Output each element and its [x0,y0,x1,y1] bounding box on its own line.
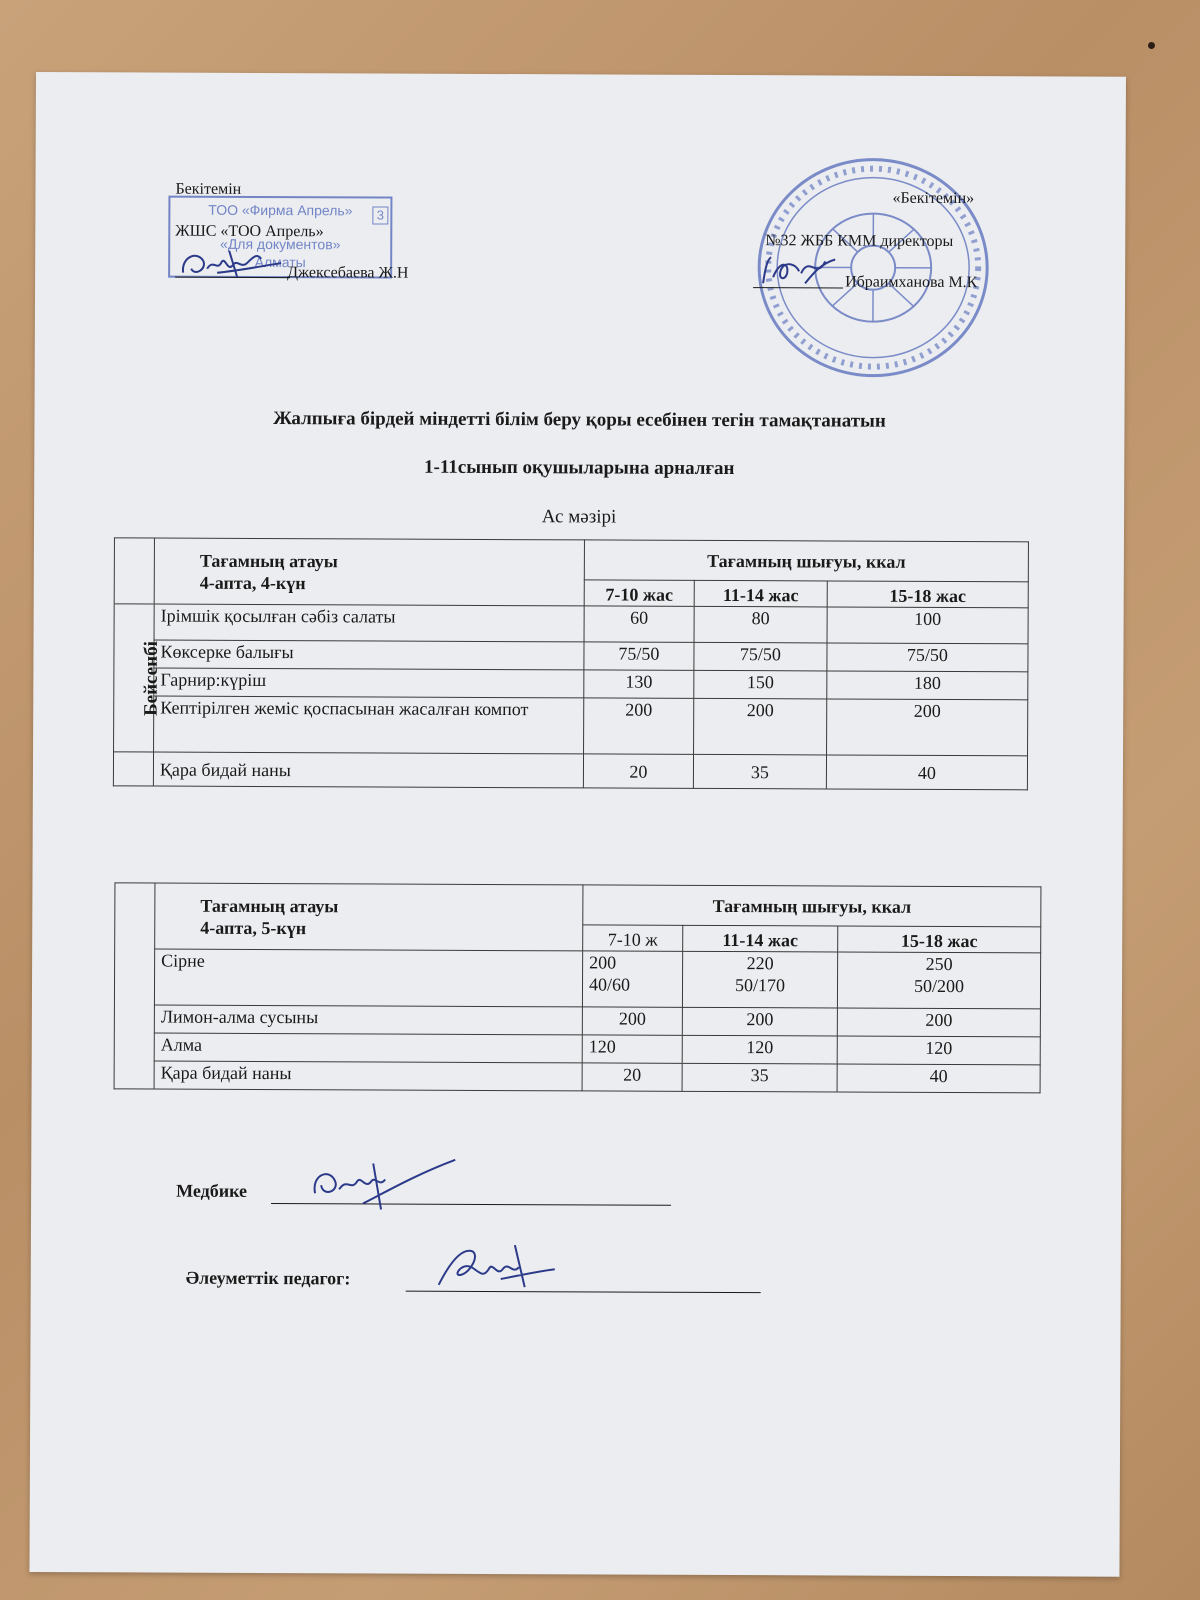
age-col-15-18: 15-18 жас [838,926,1041,953]
value-7-10: 20 [583,754,693,788]
right-approve-label: «Бекітемін» [892,189,975,208]
right-signer-name: Ибраимханова М.К [845,273,978,292]
value-15-18 [837,952,1040,1009]
value-11-14-line-2: 50/170 [734,975,786,996]
stamp-number: 3 [372,206,388,224]
value-11-14-line-1: 220 [746,953,774,974]
menu-heading: Ас мәзірі [541,506,617,528]
stamp-line-2: «Для документов» [220,235,341,253]
value-7-10: 60 [584,606,694,642]
value-11-14: 200 [694,698,827,755]
pedagogue-signature-icon [431,1239,561,1296]
value-7-10 [582,951,682,1007]
yield-header: Тағамның шығуы, ккал [584,540,1028,582]
value-7-10: 20 [582,1063,682,1091]
day-header-cell [114,883,155,1089]
value-7-10: 200 [584,698,694,754]
value-15-18: 200 [837,1008,1040,1037]
dish-name: Гарнир:күріш [154,668,584,698]
yield-header: Тағамның шығуы, ккал [583,885,1041,927]
value-15-18: 180 [827,671,1028,700]
pedagogue-label: Әлеуметтік педагог: [185,1267,351,1289]
value-11-14 [682,951,837,1008]
value-7-10: 120 [582,1035,682,1063]
document-title: Жалпыға бірдей міндетті білім беру қоры есебінен тегін тамақтанатын [273,408,886,432]
stamp-line-3: Алматы [254,253,306,271]
document-subtitle: 1-11сынып оқушыларына арналған [423,456,735,480]
desk-spot [1148,42,1155,49]
table-header-row [115,883,1041,927]
right-signature-icon [755,249,845,289]
document-page [29,72,1126,1577]
value-7-10: 200 [582,1007,682,1035]
dish-name-header-line-2: 4-апта, 4-күн [199,572,306,593]
left-org-name: ЖШС «ТОО Апрель» [175,222,324,241]
age-col-7-10: 7-10 ж [583,925,683,951]
dish-name-header-line-1: Тағамның атауы [199,550,338,571]
table-row [114,604,1028,644]
table-row [114,640,1028,672]
value-15-18: 100 [827,607,1028,644]
value-11-14: 200 [682,1007,837,1036]
nurse-signature-icon [303,1153,463,1214]
left-signature-icon [177,243,287,283]
table-row [114,668,1028,700]
dish-name-header-line-2: 4-апта, 5-күн [200,917,307,938]
dish-name: Сірне [154,949,582,1007]
value-7-10: 130 [584,670,694,698]
weekday-label: Бейсенбі [140,641,162,716]
dish-name: Қара бидай наны [153,752,583,788]
value-11-14: 35 [693,754,826,789]
value-11-14: 75/50 [694,642,827,671]
value-7-10: 75/50 [584,642,694,670]
value-11-14: 35 [682,1063,837,1092]
value-11-14: 80 [694,606,827,643]
dish-name-header [154,538,584,606]
value-11-14: 120 [682,1035,837,1064]
dish-name: Алма [154,1033,582,1063]
value-15-18: 200 [827,699,1028,756]
value-15-18-line-2: 50/200 [913,975,965,997]
right-director-title: №32 ЖББ КММ директоры [765,232,954,251]
value-15-18: 75/50 [827,643,1028,672]
menu-table-day-4 [113,537,1029,790]
table-header-row [114,538,1028,582]
value-7-10-line-2: 40/60 [588,974,631,995]
weekday-cell [114,604,162,752]
table-row [114,1061,1040,1093]
stamp-line-1: ТОО «Фирма Апрель» [208,201,353,219]
table-row [113,752,1027,790]
dish-name-header-line-1: Тағамның атауы [200,895,339,916]
left-signer-name: Джексебаева Ж.Н [287,264,409,282]
age-col-15-18: 15-18 жас [827,581,1028,608]
weekday-empty-cell [113,752,153,786]
value-7-10-line-1: 200 [589,952,617,973]
age-col-11-14: 11-14 жас [694,580,827,607]
table-row [114,696,1028,756]
value-15-18: 40 [837,1064,1040,1093]
age-col-11-14: 11-14 жас [683,925,838,952]
nurse-label: Медбике [176,1180,248,1201]
day-header-cell [114,538,154,604]
value-15-18-line-1: 250 [925,953,953,975]
dish-name: Кептірілген жеміс қоспасынан жасалған компот [154,696,584,754]
table-row [114,1033,1040,1065]
menu-table-day-5 [114,882,1042,1093]
dish-name-header [155,883,583,951]
dish-name: Лимон-алма сусыны [154,1005,582,1035]
dish-name: Ірімшік қосылған сәбіз салаты [154,604,584,642]
value-15-18: 40 [826,755,1027,790]
table-row [114,1005,1040,1037]
value-15-18: 120 [837,1036,1040,1065]
dish-name: Қара бидай наны [154,1061,582,1091]
left-approve-label: Бекітемін [175,180,242,198]
value-11-14: 150 [694,670,827,699]
age-col-7-10: 7-10 жас [584,580,694,606]
table-row [114,949,1040,1009]
dish-name: Көксерке балығы [154,640,584,670]
